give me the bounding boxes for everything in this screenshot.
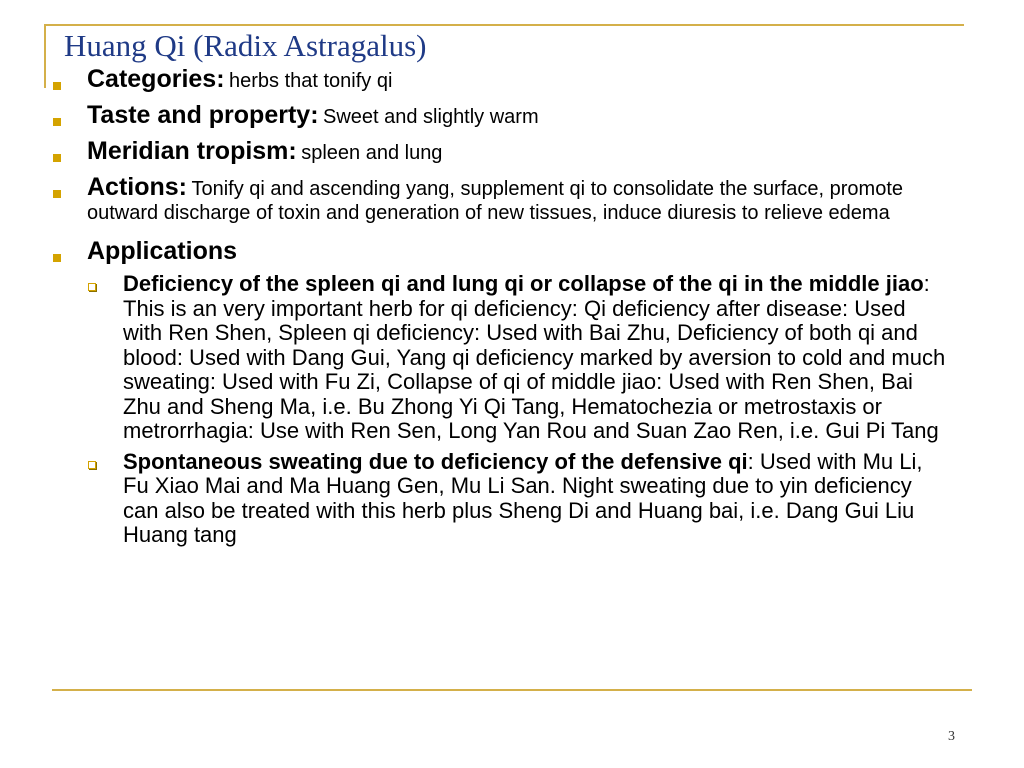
bullet-label: Actions: [87, 173, 187, 201]
bullet-value: herbs that tonify qi [229, 70, 393, 92]
frame-left-rule [44, 24, 46, 88]
application-heading: Deficiency of the spleen qi and lung qi or collapse of the qi in the middle jiao [123, 271, 924, 296]
bullet-label: Taste and property: [87, 101, 319, 129]
page-number: 3 [948, 729, 955, 744]
bullet-applications [50, 237, 950, 266]
slide-title: Huang Qi (Radix Astragalus) [64, 28, 427, 63]
bullet-value: Sweet and slightly warm [322, 106, 539, 128]
bullet-label: Meridian tropism: [87, 137, 297, 165]
hollow-square-bullet-icon [88, 283, 96, 291]
bullet-value: Tonify qi and ascending yang, supplement qi to consolidate the surface, promote outward discharge of toxin and generation of new tissues, induce diuresis to relieve edema [87, 178, 904, 224]
bullet-value: spleen and lung [301, 142, 443, 164]
application-text: : Used with Mu Li, Fu Xiao Mai and Ma Huang Gen, Mu Li San. Night sweating due to yin deficiency can also be treated with this herb plus Sheng Di and Huang bai, i.e. Dang Gui Liu Huang tang [123, 448, 923, 547]
application-heading: Spontaneous sweating due to deficiency of the defensive qi [123, 448, 748, 474]
square-bullet-icon [53, 154, 61, 162]
bullet-categories [50, 65, 950, 94]
application-text: : This is an very important herb for qi deficiency: Qi deficiency after disease: Used with Ren Shen, Spleen qi deficiency: Used with Bai Zhu, Deficiency of both qi and blood: Used with Dang Gui, Yang qi deficiency marked by aversion to cold and much sweating: Used with Fu Zi, Collapse of qi of middle jiao: Used with Ren Shen, Bai Zhu and Sheng Ma, i.e. Bu Zhong Yi Qi Tang, Hematochezia or metrostaxis or metrorrhagia: Use with Ren Sen, Long Yan Rou and Suan Zao Ren, i.e. Gui Pi Tang [123, 271, 946, 443]
frame-top-rule [44, 24, 964, 26]
frame-bottom-rule [52, 689, 972, 691]
bullet-label: Categories: [87, 65, 225, 93]
bullet-taste-property [50, 101, 950, 130]
bullet-meridian-tropism [50, 137, 950, 166]
application-item [122, 450, 950, 548]
square-bullet-icon [53, 190, 61, 198]
bullet-label: Applications [87, 237, 238, 265]
square-bullet-icon [53, 82, 61, 90]
slide-content [50, 65, 950, 554]
application-item [122, 272, 950, 444]
hollow-square-bullet-icon [88, 461, 96, 469]
square-bullet-icon [53, 118, 61, 126]
square-bullet-icon [53, 254, 61, 262]
bullet-actions [50, 173, 950, 226]
